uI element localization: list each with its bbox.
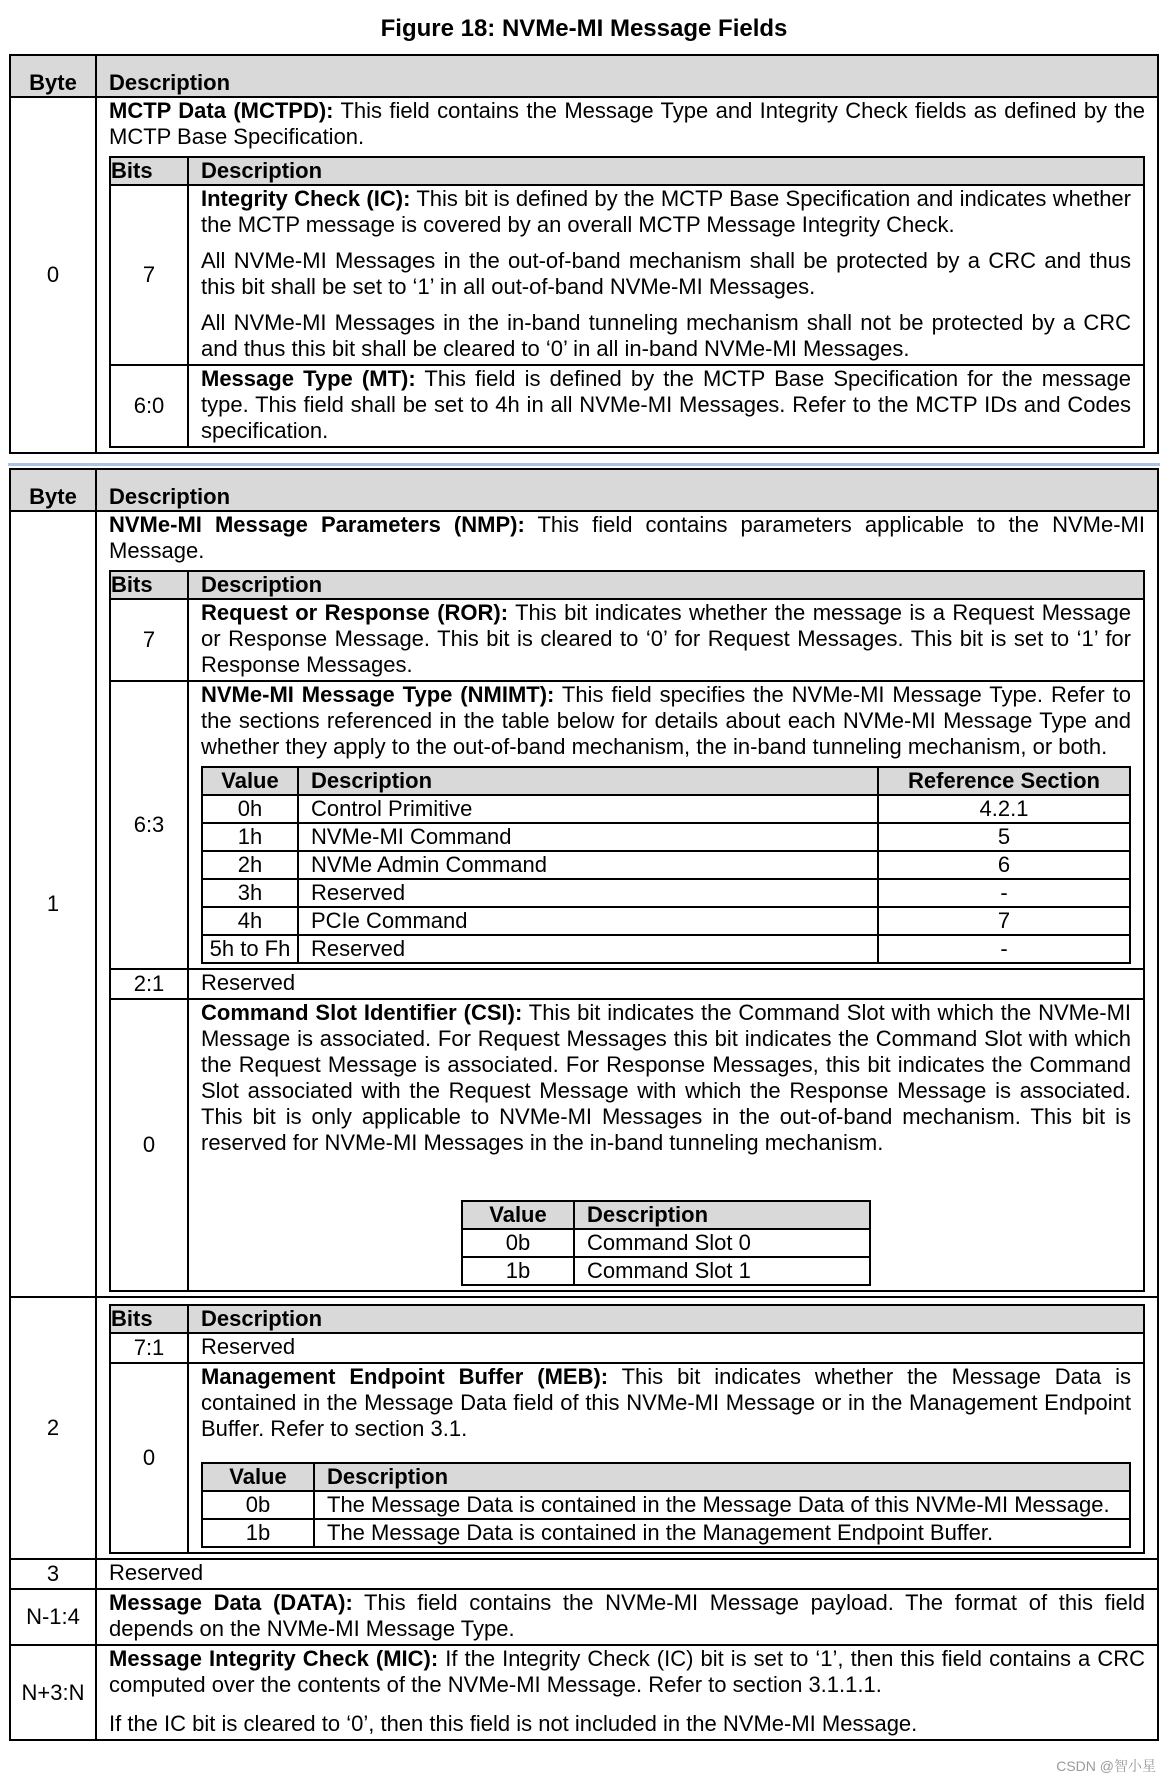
byte-0-bits-table	[109, 156, 1145, 448]
bits-row	[110, 681, 1144, 969]
reference-section-header: Reference Section	[878, 767, 1130, 795]
csi-values-table	[461, 1200, 871, 1286]
bits-description	[188, 1363, 1144, 1553]
bits-header: Bits	[110, 157, 188, 185]
bits-description-header: Description	[188, 1305, 1144, 1333]
field-text: This field contains parameters applicable to the NVMe-MI Message.	[109, 512, 1145, 563]
byte-number: N+3:N	[10, 1645, 96, 1740]
table-row	[202, 795, 1130, 823]
byte-2-description	[96, 1297, 1158, 1559]
bits-row	[110, 599, 1144, 681]
message-fields-table-part2	[9, 468, 1159, 1741]
byte-2-bits-table	[109, 1304, 1145, 1554]
value-cell: 0b	[462, 1229, 574, 1257]
description-header: Description	[96, 469, 1158, 511]
byte-number: 3	[10, 1559, 96, 1589]
table-row	[202, 823, 1130, 851]
bits-description	[188, 999, 1144, 1291]
bits-row	[110, 365, 1144, 447]
meb-values-table	[201, 1462, 1131, 1548]
table-row	[202, 851, 1130, 879]
byte-1-bits-table	[109, 570, 1145, 1292]
field-text: This bit indicates whether the message is a Request Message or Response Message. This bit is cleared to ‘0’ for Request Messages. This bit is set to ‘1’ for Response Messages.	[201, 600, 1131, 677]
bits-row	[110, 1363, 1144, 1553]
table-row	[202, 1519, 1130, 1547]
bits-description: Reserved	[188, 969, 1144, 999]
watermark: CSDN @智小星	[1056, 1758, 1156, 1774]
figure-title: Figure 18: NVMe-MI Message Fields	[380, 15, 788, 42]
reference-cell: 4.2.1	[878, 795, 1130, 823]
table-row	[462, 1257, 870, 1285]
value-header: Value	[202, 767, 298, 795]
bits-header: Bits	[110, 571, 188, 599]
reference-cell: -	[878, 935, 1130, 963]
reference-cell: 6	[878, 851, 1130, 879]
bits-description-header: Description	[188, 157, 1144, 185]
byte-number: 1	[10, 511, 96, 1297]
description-cell: NVMe-MI Command	[298, 823, 878, 851]
bits-row	[110, 1333, 1144, 1363]
field-text: This field contains the NVMe-MI Message payload. The format of this field depends on the NVMe-MI Message Type.	[109, 1590, 1145, 1641]
value-cell: 4h	[202, 907, 298, 935]
field-text: This bit is defined by the MCTP Base Specification and indicates whether the MCTP message is covered by an overall MCTP Message Integrity Check.	[201, 186, 1131, 237]
field-label: Message Integrity Check (MIC):	[109, 1646, 439, 1671]
byte-2-row	[10, 1297, 1158, 1559]
field-label: Integrity Check (IC):	[201, 186, 411, 211]
field-label: Management Endpoint Buffer (MEB):	[201, 1364, 609, 1389]
value-cell: 2h	[202, 851, 298, 879]
byte-header: Byte	[10, 469, 96, 511]
value-header: Value	[202, 1463, 314, 1491]
bits-row	[110, 999, 1144, 1291]
byte-header: Byte	[10, 55, 96, 97]
message-data-description	[96, 1589, 1158, 1645]
bits-value: 2:1	[110, 969, 188, 999]
message-data-row	[10, 1589, 1158, 1645]
bits-description-header: Description	[188, 571, 1144, 599]
field-label: NVMe-MI Message Parameters (NMP):	[109, 512, 525, 537]
bits-value: 7	[110, 185, 188, 365]
bits-header: Bits	[110, 1305, 188, 1333]
byte-3-row	[10, 1559, 1158, 1589]
reference-cell: -	[878, 879, 1130, 907]
field-text: This field specifies the NVMe-MI Message Type. Refer to the sections referenced in the table below for details about each NVMe-MI Message Type and whether they apply to the out-of-band mechanism, the in-band tunneling mechanism, or both.	[201, 682, 1131, 759]
page-break-divider	[8, 463, 1160, 466]
byte-0-row	[10, 97, 1158, 453]
field-text: This field contains the Message Type and Integrity Check fields as defined by the MCTP Base Specification.	[109, 98, 1145, 149]
table-row	[202, 907, 1130, 935]
reference-cell: 7	[878, 907, 1130, 935]
bits-value: 7	[110, 599, 188, 681]
description-cell: Reserved	[298, 879, 878, 907]
bits-row	[110, 969, 1144, 999]
description-cell: Command Slot 1	[574, 1257, 870, 1285]
table-row	[202, 1491, 1130, 1519]
field-paragraph: If the IC bit is cleared to ‘0’, then this field is not included in the NVMe-MI Message.	[109, 1711, 918, 1736]
bits-description	[188, 365, 1144, 447]
description-cell: The Message Data is contained in the Message Data of this NVMe-MI Message.	[314, 1491, 1130, 1519]
byte-3-description: Reserved	[96, 1559, 1158, 1589]
value-cell: 5h to Fh	[202, 935, 298, 963]
table-row	[462, 1229, 870, 1257]
field-label: Command Slot Identifier (CSI):	[201, 1000, 523, 1025]
description-header: Description	[314, 1463, 1130, 1491]
value-cell: 1h	[202, 823, 298, 851]
table-header	[10, 469, 1158, 511]
description-header: Description	[574, 1201, 870, 1229]
description-header: Description	[298, 767, 878, 795]
description-cell: The Message Data is contained in the Management Endpoint Buffer.	[314, 1519, 1130, 1547]
byte-0-description	[96, 97, 1158, 453]
field-label: MCTP Data (MCTPD):	[109, 98, 334, 123]
bits-description: Reserved	[188, 1333, 1144, 1363]
field-text: This bit indicates whether the Message Data is contained in the Message Data field of this NVMe-MI Message or in the Management Endpoint Buffer. Refer to section 3.1.	[201, 1364, 1131, 1441]
value-cell: 0h	[202, 795, 298, 823]
description-cell: Control Primitive	[298, 795, 878, 823]
bits-value: 6:0	[110, 365, 188, 447]
value-cell: 0b	[202, 1491, 314, 1519]
bits-description	[188, 681, 1144, 969]
bits-value: 0	[110, 1363, 188, 1553]
byte-1-description	[96, 511, 1158, 1297]
field-text: This bit indicates the Command Slot with which the NVMe-MI Message is associated. For Request Messages this bit indicates the Command Slot with which the Request Message is associated. For Response Messages, this bit indicates the Command Slot associated with the Request Message with which the Response Message is associated. This bit is only applicable to NVMe-MI Messages in the out-of-band mechanism. This bit is reserved for NVMe-MI Messages in the in-band tunneling mechanism.	[201, 1000, 1132, 1155]
bits-value: 6:3	[110, 681, 188, 969]
bits-value: 7:1	[110, 1333, 188, 1363]
description-cell: Command Slot 0	[574, 1229, 870, 1257]
bits-description	[188, 599, 1144, 681]
description-header: Description	[96, 55, 1158, 97]
field-paragraph: All NVMe-MI Messages in the in-band tunneling mechanism shall not be protected by a CRC and thus this bit shall be cleared to ‘0’ in all in-band NVMe-MI Messages.	[201, 310, 1131, 361]
nmimt-values-table	[201, 766, 1131, 964]
bits-description	[188, 185, 1144, 365]
field-text: If the Integrity Check (IC) bit is set to ‘1’, then this field contains a CRC computed over the contents of the NVMe-MI Message. Refer to section 3.1.1.1.	[109, 1646, 1145, 1697]
field-label: Message Type (MT):	[201, 366, 416, 391]
description-cell: NVMe Admin Command	[298, 851, 878, 879]
byte-number: 2	[10, 1297, 96, 1559]
field-paragraph: All NVMe-MI Messages in the out-of-band mechanism shall be protected by a CRC and thus this bit shall be set to ‘1’ in all out-of-band NVMe-MI Messages.	[201, 248, 1131, 299]
description-cell: PCIe Command	[298, 907, 878, 935]
table-header	[10, 55, 1158, 97]
value-cell: 1b	[202, 1519, 314, 1547]
value-header: Value	[462, 1201, 574, 1229]
bits-row	[110, 185, 1144, 365]
byte-number: 0	[10, 97, 96, 453]
field-label: Request or Response (ROR):	[201, 600, 509, 625]
message-integrity-check-description	[96, 1645, 1158, 1740]
table-row	[202, 935, 1130, 963]
bits-value: 0	[110, 999, 188, 1291]
message-fields-table-part1	[9, 54, 1159, 454]
message-integrity-check-row	[10, 1645, 1158, 1740]
byte-1-row	[10, 511, 1158, 1297]
description-cell: Reserved	[298, 935, 878, 963]
field-label: Message Data (DATA):	[109, 1590, 353, 1615]
reference-cell: 5	[878, 823, 1130, 851]
value-cell: 3h	[202, 879, 298, 907]
value-cell: 1b	[462, 1257, 574, 1285]
byte-number: N-1:4	[10, 1589, 96, 1645]
field-text: This field is defined by the MCTP Base Specification for the message type. This field shall be set to 4h in all NVMe-MI Messages. Refer to the MCTP IDs and Codes specification.	[201, 366, 1132, 443]
table-row	[202, 879, 1130, 907]
field-label: NVMe-MI Message Type (NMIMT):	[201, 682, 555, 707]
